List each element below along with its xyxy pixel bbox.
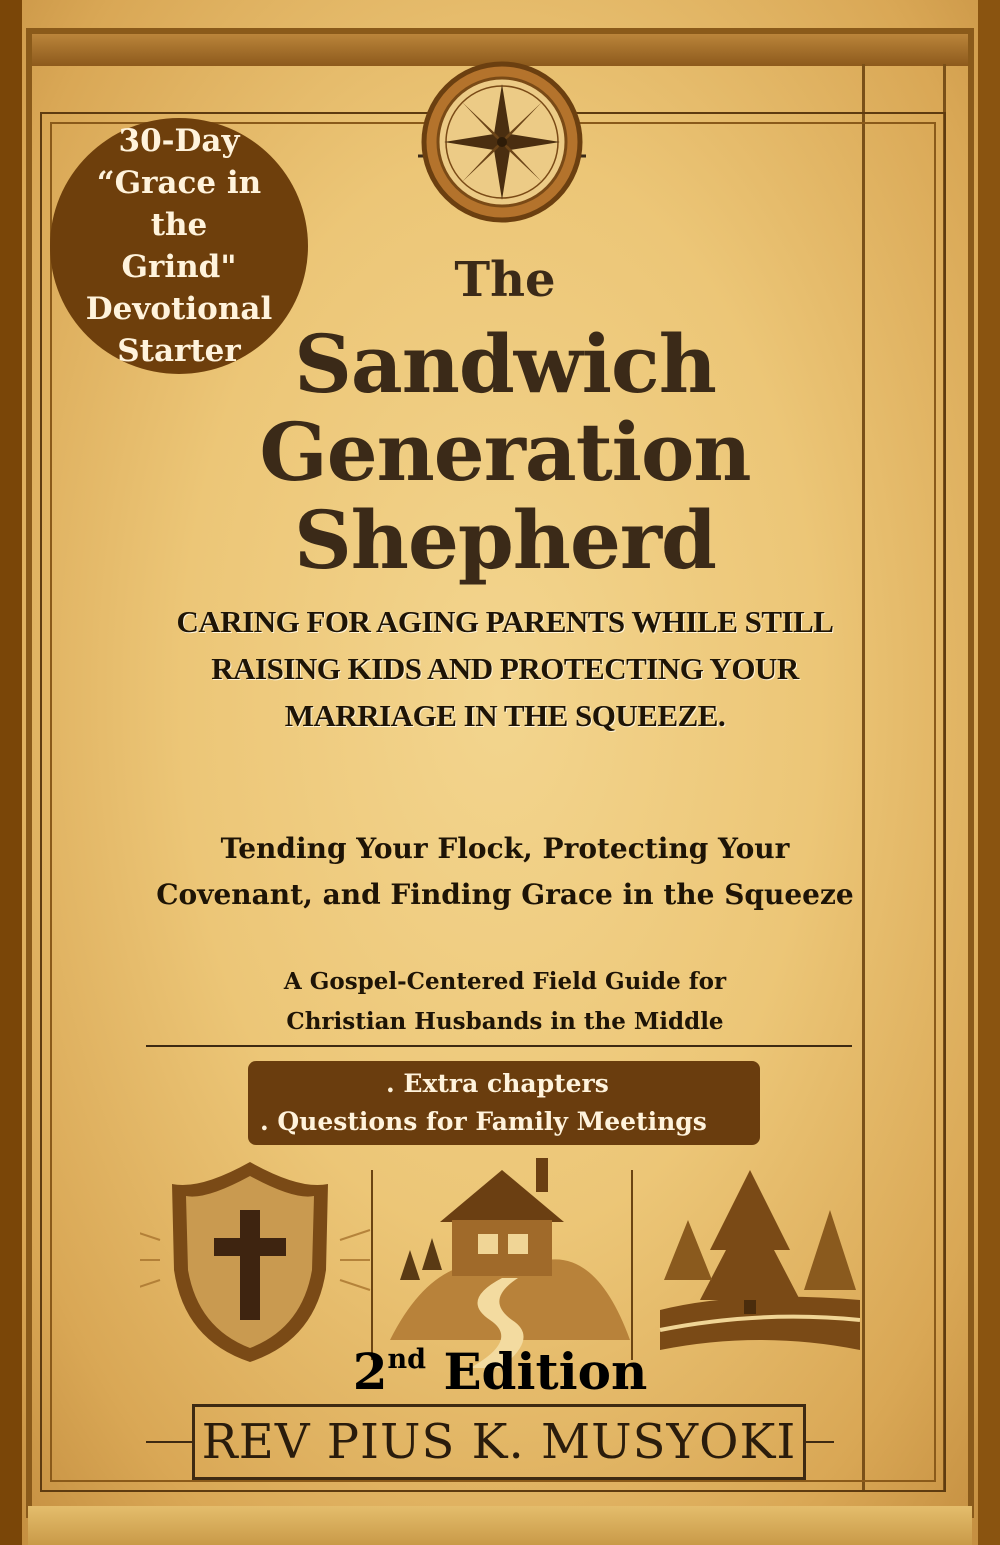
cover-edge-right — [978, 0, 1000, 1545]
subtitle — [120, 598, 890, 739]
edition-suffix: nd — [387, 1344, 427, 1375]
shield-cross-icon — [140, 1162, 370, 1362]
author-rule-right — [806, 1441, 834, 1443]
title-line-3: Shepherd — [294, 493, 716, 587]
subtitle-line-1: CARING FOR AGING PARENTS WHILE STILL — [176, 604, 834, 639]
field-guide-description — [200, 962, 810, 1042]
title-the: The — [454, 252, 556, 308]
compass-icon — [418, 58, 586, 226]
guide-line-2: Christian Husbands in the Middle — [286, 1008, 724, 1035]
house-path-icon — [390, 1158, 630, 1368]
title-line-1: Sandwich — [294, 317, 716, 411]
author-rule-left — [146, 1441, 192, 1443]
cover-edge-left — [0, 0, 22, 1545]
trees-icon — [660, 1170, 860, 1350]
guide-line-1: A Gospel-Centered Field Guide for — [283, 968, 727, 995]
divider-rule — [146, 1045, 852, 1047]
bottom-frame-bar — [28, 1506, 972, 1545]
subtitle-line-3: MARRIAGE IN THE SQUEEZE. — [284, 698, 726, 733]
tagline — [130, 826, 880, 918]
edition-label — [300, 1342, 700, 1401]
author-name: REV PIUS K. MUSYOKI — [192, 1404, 806, 1480]
badge-text: 30-Day “Grace in the Grind" Devotional Starter — [85, 123, 273, 369]
edition-number: 2 — [352, 1342, 388, 1401]
illustration-row — [140, 1150, 860, 1370]
extras-item-1: . Extra chapters — [386, 1069, 609, 1098]
title-line-2: Generation — [259, 405, 751, 499]
subtitle-line-2: RAISING KIDS AND PROTECTING YOUR — [211, 651, 799, 686]
tagline-line-1: Tending Your Flock, Protecting Your — [220, 832, 790, 865]
extras-box — [248, 1061, 760, 1145]
extras-item-2: . Questions for Family Meetings — [260, 1107, 707, 1136]
tagline-line-2: Covenant, and Finding Grace in the Squeeze — [156, 878, 854, 911]
edition-word: Edition — [443, 1342, 648, 1401]
